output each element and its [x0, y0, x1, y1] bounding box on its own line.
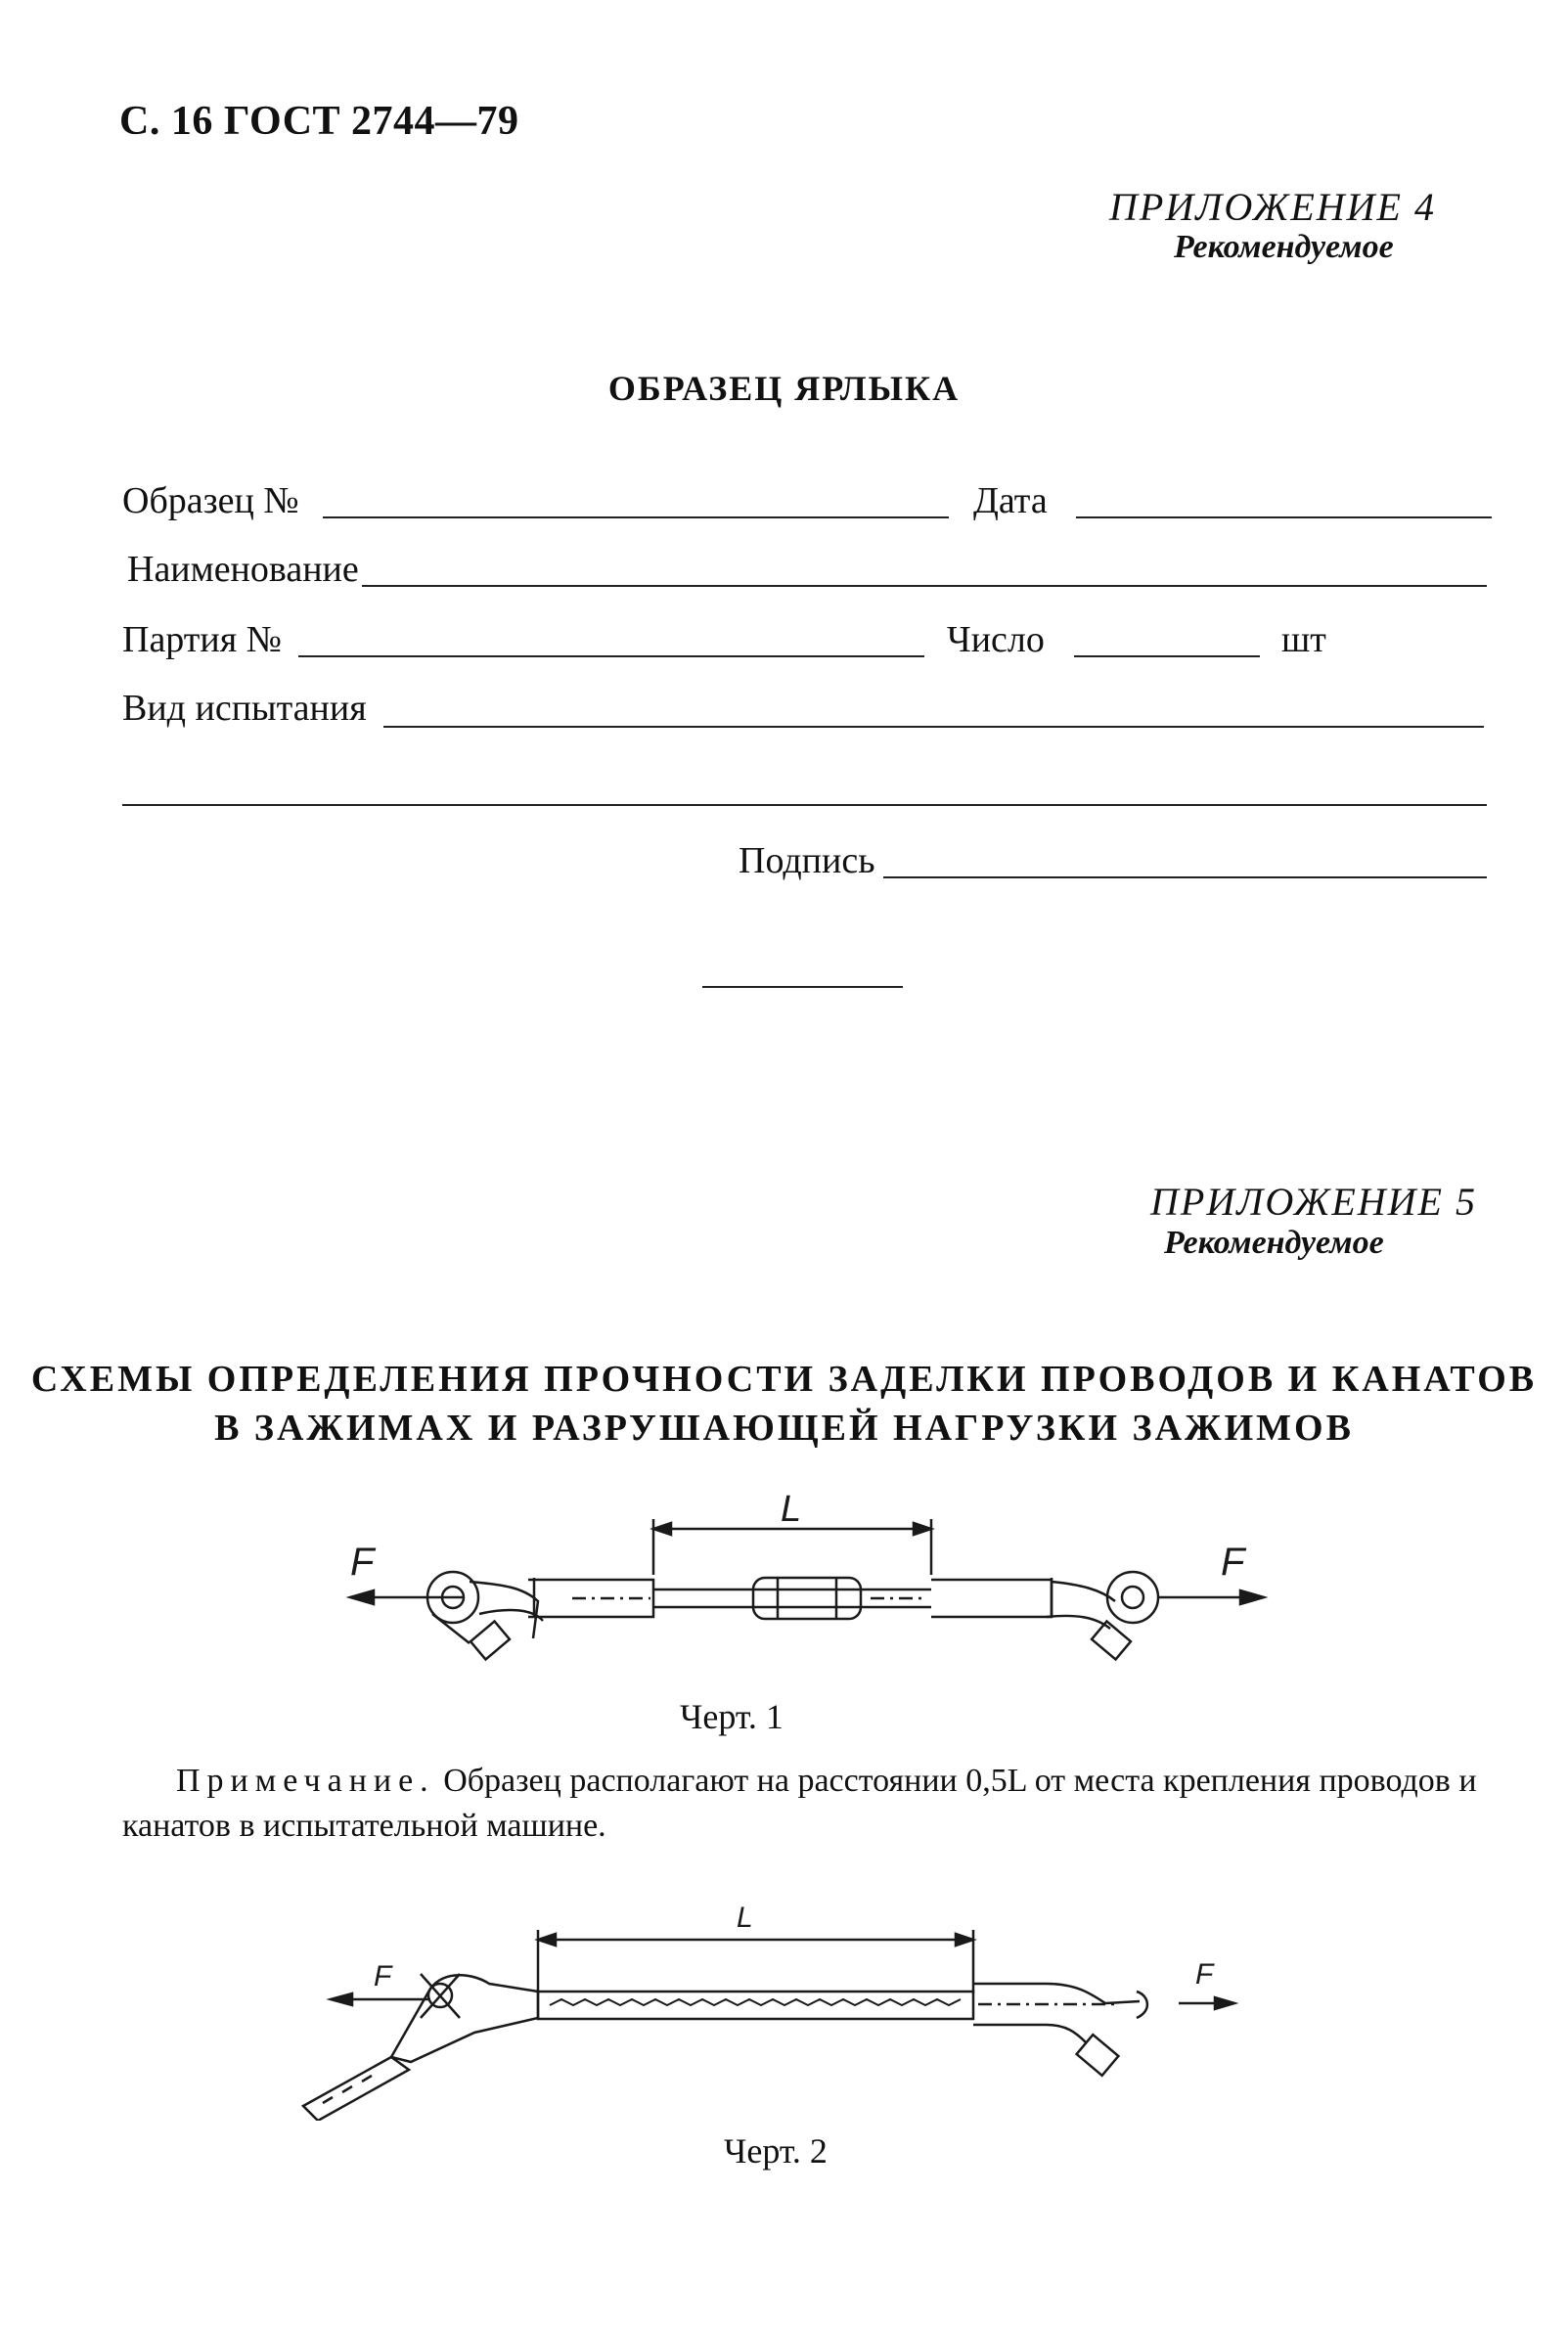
fig1-right-eye: [1107, 1572, 1158, 1623]
label-test-type: Вид испытания: [122, 688, 367, 729]
fig2-strands: [550, 1999, 961, 2005]
fig2-conductor: [538, 1992, 973, 2019]
test-type-field[interactable]: [383, 726, 1484, 728]
schemes-heading-line-2: В ЗАЖИМАХ И РАЗРУШАЮЩЕЙ НАГРУЗКИ ЗАЖИМОВ: [214, 1408, 1354, 1449]
fig1-force-left-arrow: [350, 1590, 374, 1604]
fig1-sample: [753, 1578, 861, 1619]
fig2-right-clamp: [973, 1984, 1140, 2042]
fig1-right-lug: [1092, 1622, 1131, 1660]
name-field[interactable]: [362, 585, 1487, 587]
figure-1-caption: Черт. 1: [680, 1697, 784, 1736]
fig1-right-clamp-body: [1047, 1582, 1115, 1629]
date-field[interactable]: [1076, 516, 1492, 518]
fig2-force-right-arrow: [1215, 1997, 1234, 2009]
label-signature: Подпись: [739, 840, 875, 881]
fig2-left-tail: [303, 2057, 409, 2121]
appendix-5-subtitle: Рекомендуемое: [1164, 1225, 1384, 1261]
schemes-heading-line-1: СХЕМЫ ОПРЕДЕЛЕНИЯ ПРОЧНОСТИ ЗАДЕЛКИ ПРОВОДОВ И КАНАТОВ: [30, 1359, 1538, 1400]
fig2-force-left-label: F: [374, 1960, 392, 1992]
fig1-force-right-arrow: [1240, 1590, 1264, 1604]
fig2-right-grip: [1137, 1992, 1147, 2018]
label-name: Наименование: [127, 549, 359, 590]
batch-no-field[interactable]: [298, 655, 924, 657]
fig1-left-lug: [470, 1622, 510, 1660]
label-sample-heading: ОБРАЗЕЦ ЯРЛЫКА: [607, 369, 961, 408]
fig1-right-sleeve: [931, 1580, 1052, 1617]
figure-2-diagram: [293, 1886, 1291, 2121]
appendix-4-title: ПРИЛОЖЕНИЕ 4: [1109, 185, 1436, 229]
appendix-5-title: ПРИЛОЖЕНИЕ 5: [1150, 1180, 1477, 1224]
test-type-field-continued[interactable]: [122, 804, 1487, 806]
label-sample-no: Образец №: [122, 480, 299, 521]
count-field[interactable]: [1074, 655, 1260, 657]
fig2-left-clamp: [391, 1975, 538, 2062]
appendix-4-subtitle: Рекомендуемое: [1174, 229, 1394, 265]
note-paragraph: [122, 1759, 1492, 1849]
fig1-length-label: L: [781, 1492, 802, 1530]
section-divider: [702, 986, 903, 988]
signature-field[interactable]: [883, 876, 1487, 878]
fig1-force-left-label: F: [350, 1541, 375, 1584]
label-batch-no: Партия №: [122, 619, 282, 660]
page-header: С. 16 ГОСТ 2744—79: [119, 99, 519, 144]
figure-1-diagram: [323, 1492, 1281, 1702]
sample-no-field[interactable]: [323, 516, 949, 518]
fig1-force-right-label: F: [1221, 1541, 1245, 1584]
fig2-length-label: L: [737, 1902, 753, 1934]
fig2-force-right-label: F: [1195, 1958, 1214, 1991]
label-date: Дата: [973, 480, 1048, 521]
figure-2-caption: Черт. 2: [724, 2131, 828, 2171]
fig1-right-eye-hole: [1122, 1587, 1143, 1608]
label-count: Число: [947, 619, 1045, 660]
fig2-force-left-arrow: [331, 1993, 352, 2005]
note-label: Примечание.: [176, 1763, 435, 1799]
note-text: Образец располагают на расстоянии 0,5L от места крепления проводов и канатов в испытательной машине.: [122, 1763, 1477, 1844]
fig1-left-clamp-body: [470, 1582, 543, 1638]
label-unit: шт: [1281, 619, 1326, 660]
